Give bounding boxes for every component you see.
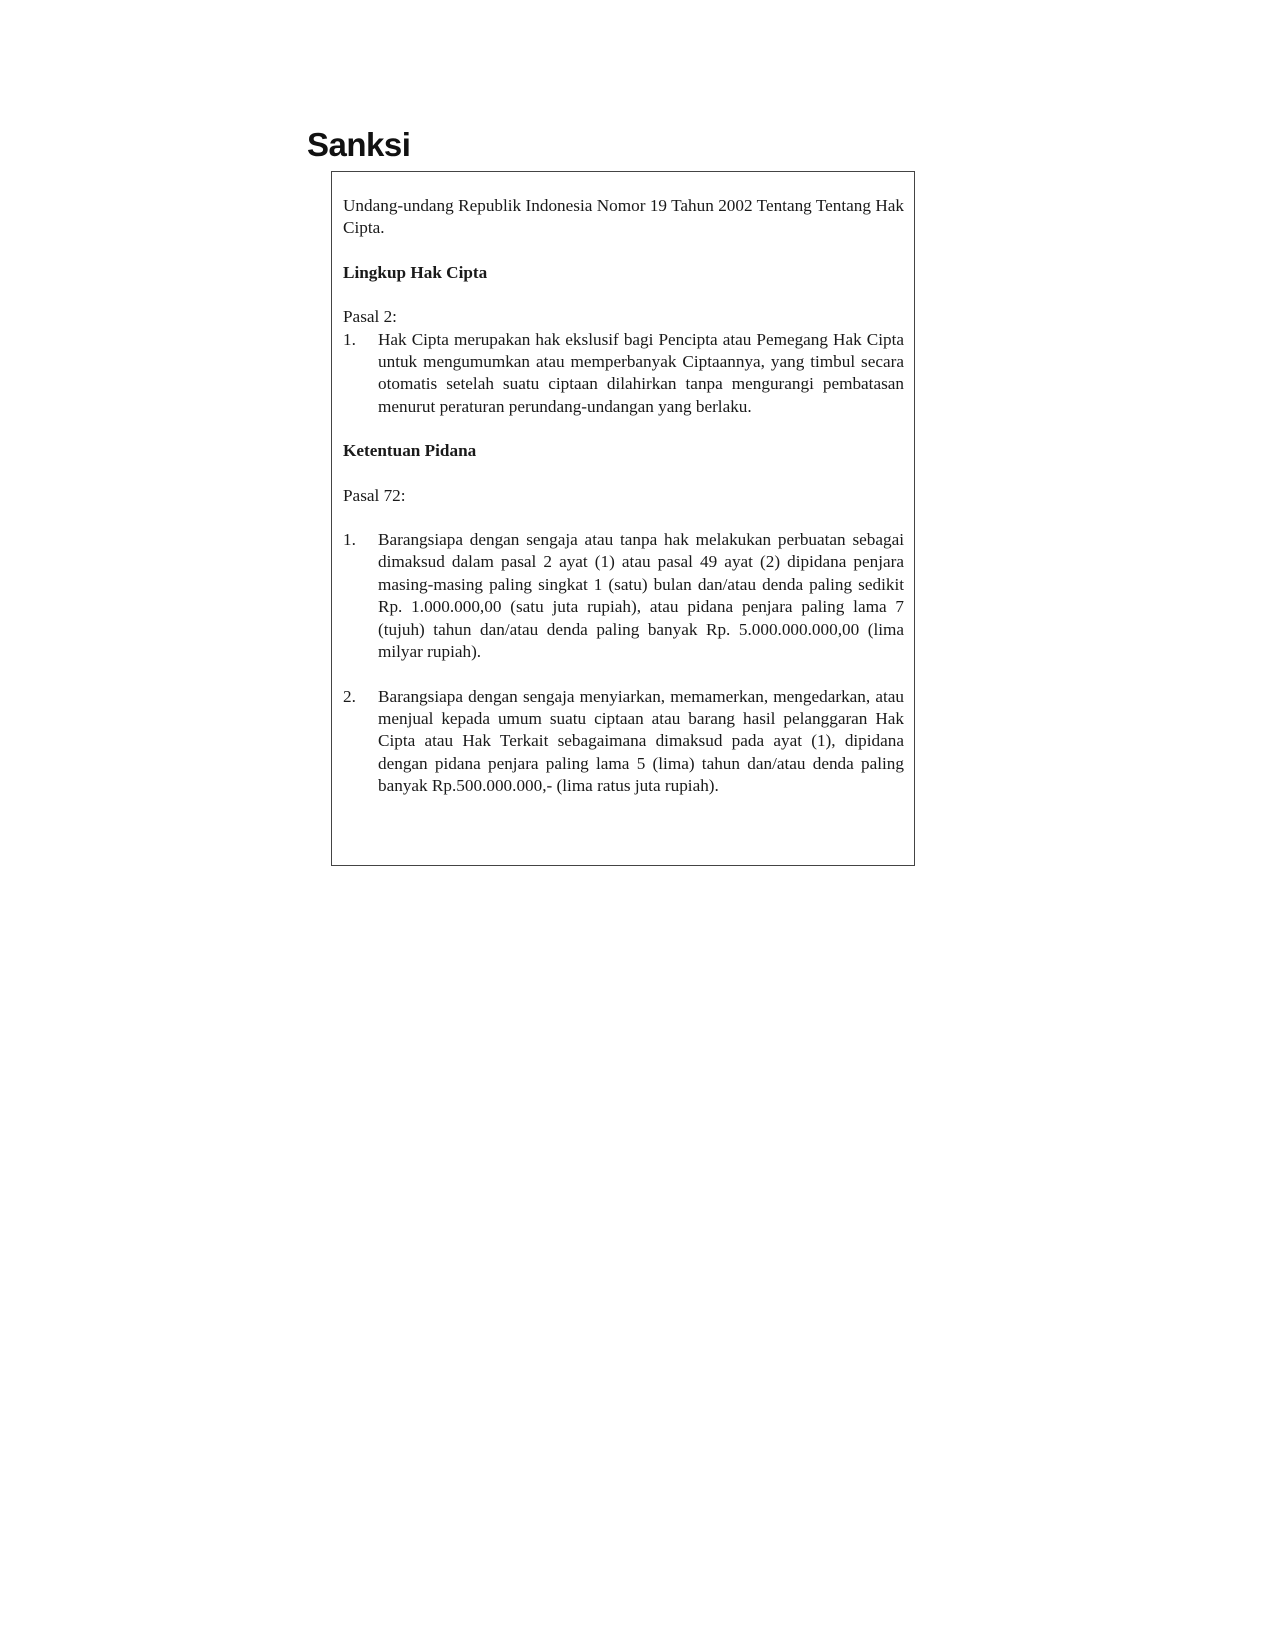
list-item <box>343 686 904 798</box>
item-number: 1. <box>343 329 356 349</box>
article-label-2: Pasal 2: <box>343 307 397 327</box>
section-heading-scope: Lingkup Hak Cipta <box>343 262 488 282</box>
page-title: Sanksi <box>307 126 411 163</box>
list-item <box>343 329 904 419</box>
sanctions-content <box>343 195 904 798</box>
item-number: 2. <box>343 686 356 706</box>
law-reference: Undang-undang Republik Indonesia Nomor 19 Tahun 2002 Tentang Tentang Hak Cipta. <box>343 196 904 238</box>
list-item <box>343 529 904 663</box>
item-text: Hak Cipta merupakan hak ekslusif bagi Pencipta atau Pemegang Hak Cipta untuk mengumumkan atau memperbanyak Ciptaannya, yang timbul secara otomatis setelah suatu ciptaan dilahirkan tanpa mengurangi pembatasan menurut peraturan perundang-undangan yang berlaku. <box>378 329 904 416</box>
item-text: Barangsiapa dengan sengaja menyiarkan, memamerkan, mengedarkan, atau menjual kepada umum suatu ciptaan atau barang hasil pelanggaran Hak Cipta atau Hak Terkait sebagaimana dimaksud pada ayat (1), dipidana dengan pidana penjara paling lama 5 (lima) tahun dan/atau denda paling banyak Rp.500.000.000,- (lima ratus juta rupiah). <box>378 686 904 796</box>
section-heading-criminal: Ketentuan Pidana <box>343 441 477 461</box>
item-text: Barangsiapa dengan sengaja atau tanpa hak melakukan perbuatan sebagai dimaksud dalam pasal 2 ayat (1) atau pasal 49 ayat (2) dipidana penjara masing-masing paling singkat 1 (satu) bulan dan/atau denda paling sedikit Rp. 1.000.000,00 (satu juta rupiah), atau pidana penjara paling lama 7 (tujuh) tahun dan/atau denda paling banyak Rp. 5.000.000.000,00 (lima milyar rupiah). <box>378 530 904 662</box>
item-number: 1. <box>343 530 356 550</box>
article-label-72: Pasal 72: <box>343 485 406 505</box>
